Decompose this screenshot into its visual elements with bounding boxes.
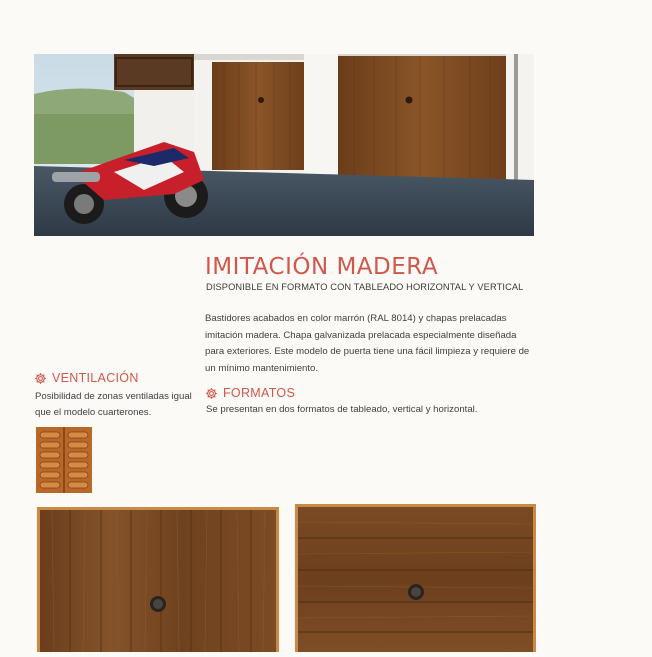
formatos-heading-label: FORMATOS bbox=[223, 386, 296, 400]
gear-icon bbox=[205, 387, 218, 400]
door-vertical-image bbox=[37, 507, 279, 652]
ventilacion-text: Posibilidad de zonas ventiladas igual que el modelo cuarterones. bbox=[35, 391, 192, 418]
ventilacion-heading-label: VENTILACIÓN bbox=[52, 371, 139, 385]
door-horizontal-image bbox=[295, 504, 536, 652]
ventilacion-heading bbox=[34, 371, 139, 385]
page-title: IMITACIÓN MADERA bbox=[205, 254, 439, 280]
hero-photo bbox=[34, 54, 534, 236]
formatos-heading bbox=[205, 386, 295, 400]
page-subtitle: DISPONIBLE EN FORMATO CON TABLEADO HORIZONTAL Y VERTICAL bbox=[206, 282, 524, 292]
formatos-text: Se presentan en dos formatos de tableado, vertical y horizontal. bbox=[206, 404, 478, 415]
ventilation-panel-image bbox=[36, 427, 92, 493]
product-description: Bastidores acabados en color marrón (RAL 8014) y chapas prelacadas imitación madera. Chapa galvanizada prelacada especialmente diseñada para exteriores. Este modelo de puerta tiene una fácil limpieza y requiere de un mínimo mantenimiento. bbox=[205, 313, 530, 374]
gear-icon bbox=[34, 372, 47, 385]
